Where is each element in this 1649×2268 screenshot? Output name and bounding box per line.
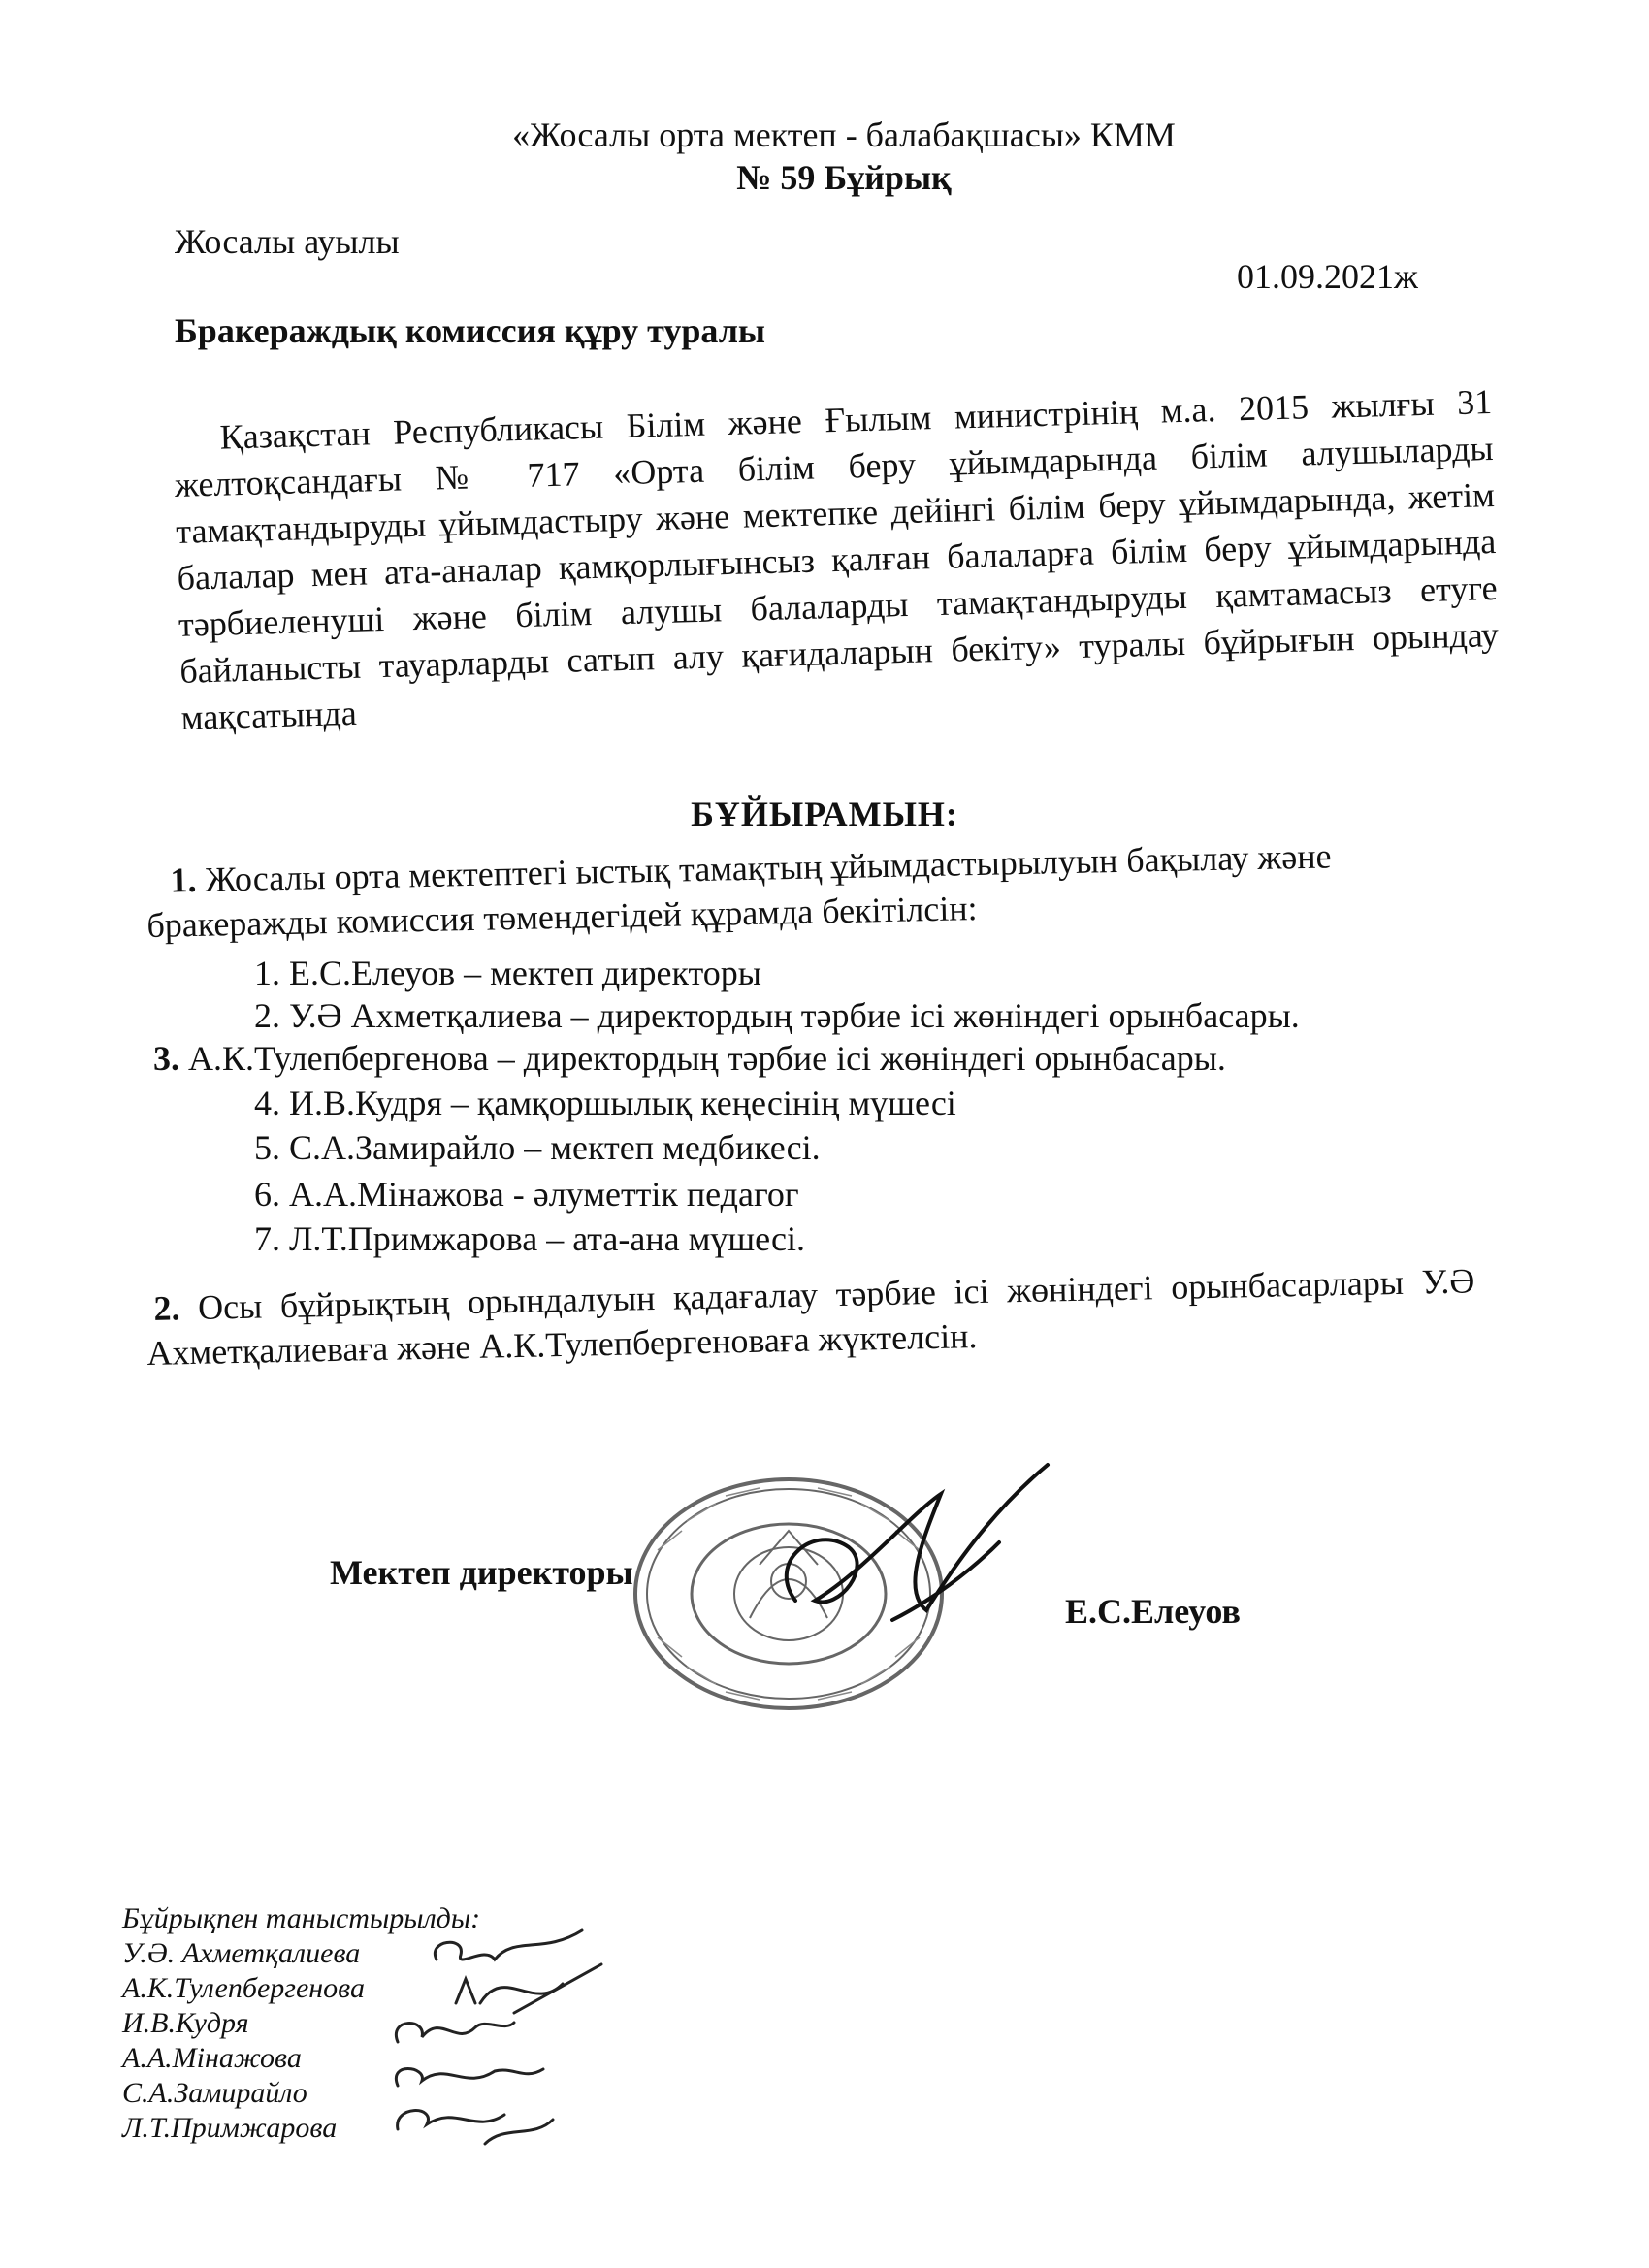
member-item — [254, 1174, 799, 1215]
member-number: 3. — [153, 1039, 179, 1078]
signature-name: Е.С.Елеуов — [1065, 1592, 1241, 1631]
order-item-2 — [146, 1258, 1476, 1376]
member-text: У.Ә Ахметқалиева – директордың тәрбие ісі жөніндегі орынбасары. — [289, 996, 1300, 1035]
acknowledgement-name: С.А.Замирайло — [122, 2077, 307, 2109]
item-number: 2. — [153, 1288, 180, 1328]
acknowledgement-name: Л.Т.Примжарова — [122, 2112, 338, 2144]
acknowledgement-name: И.В.Кудря — [122, 2007, 249, 2039]
member-text: С.А.Замирайло – мектеп медбикесі. — [289, 1128, 821, 1167]
member-item — [153, 1038, 1226, 1079]
order-heading: БҰЙЫРАМЫН: — [691, 794, 958, 833]
acknowledgement-name: А.К.Тулепбергенова — [122, 1972, 365, 2004]
member-text: А.К.Тулепбергенова – директордың тәрбие ісі жөніндегі орынбасары. — [188, 1039, 1226, 1078]
item-text: Жосалы орта мектептегі ыстық тамақтың ұйымдастырылуын бақылау және бракеражды комиссия төмендегідей құрамда бекітілсін: — [146, 836, 1332, 945]
member-item — [254, 1083, 956, 1123]
director-signature-icon — [757, 1455, 1077, 1649]
preamble-paragraph: Қазақстан Республикасы Білім және Ғылым министрінің м.а. 2015 жылғы 31 желтоқсандағы № 717 «Орта білім беру ұйымдарында білім алушыларды тамақтандыруды ұйымдастыру және мектепке дейінгі білім беру ұйымдарында, жетім балалар мен ата-аналар қамқорлығынсыз қалған балаларға білім беру ұйымдарында тәрбиеленуші және білім алушы балаларды тамақтандыруды қамтамасыз етуге байланысты тауарларды сатып алу қағидаларын бекіту» туралы бұйрығын орындау мақсатында — [174, 382, 1500, 737]
place-name: Жосалы ауылы — [175, 222, 400, 261]
member-number: 4. — [254, 1084, 280, 1122]
acknowledgement-name: А.А.Мінажова — [122, 2042, 302, 2074]
member-item — [254, 1218, 805, 1259]
member-text: Л.Т.Примжарова – ата-ана мүшесі. — [289, 1219, 805, 1258]
member-number: 1. — [254, 954, 280, 992]
member-number: 5. — [254, 1128, 280, 1167]
member-text: Е.С.Елеуов – мектеп директоры — [289, 954, 761, 992]
member-text: И.В.Кудря – қамқоршылық кеңесінің мүшесі — [289, 1084, 956, 1122]
member-text: А.А.Мінажова - әлуметтік педагог — [289, 1175, 799, 1214]
member-number: 6. — [254, 1175, 280, 1214]
preamble — [173, 378, 1501, 741]
item-text: Осы бұйрықтың орындалуын қадағалау тәрбие ісі жөніндегі орынбасарлары У.Ә Ахметқалиеваға және А.К.Тулепбергеноваға жүктелсін. — [146, 1261, 1475, 1373]
member-number: 7. — [254, 1219, 280, 1258]
acknowledgement-name: У.Ә. Ахметқалиева — [122, 1937, 361, 1969]
order-number: № 59 Бұйрық — [736, 158, 952, 197]
order-date: 01.09.2021ж — [1237, 257, 1418, 296]
acknowledgement-signatures-icon — [369, 1926, 621, 2158]
member-number: 2. — [254, 996, 280, 1035]
order-item-1 — [146, 831, 1467, 948]
member-item — [254, 1127, 821, 1168]
item-number: 1. — [170, 859, 197, 900]
organization-name: «Жосалы орта мектеп - балабақшасы» КММ — [512, 115, 1176, 154]
member-item — [254, 995, 1300, 1036]
signature-position: Мектеп директоры — [330, 1553, 633, 1592]
member-item — [254, 953, 761, 993]
order-subject: Бракераждық комиссия құру туралы — [175, 311, 765, 350]
acknowledgement-heading: Бұйрықпен таныстырылды: — [122, 1902, 481, 1934]
